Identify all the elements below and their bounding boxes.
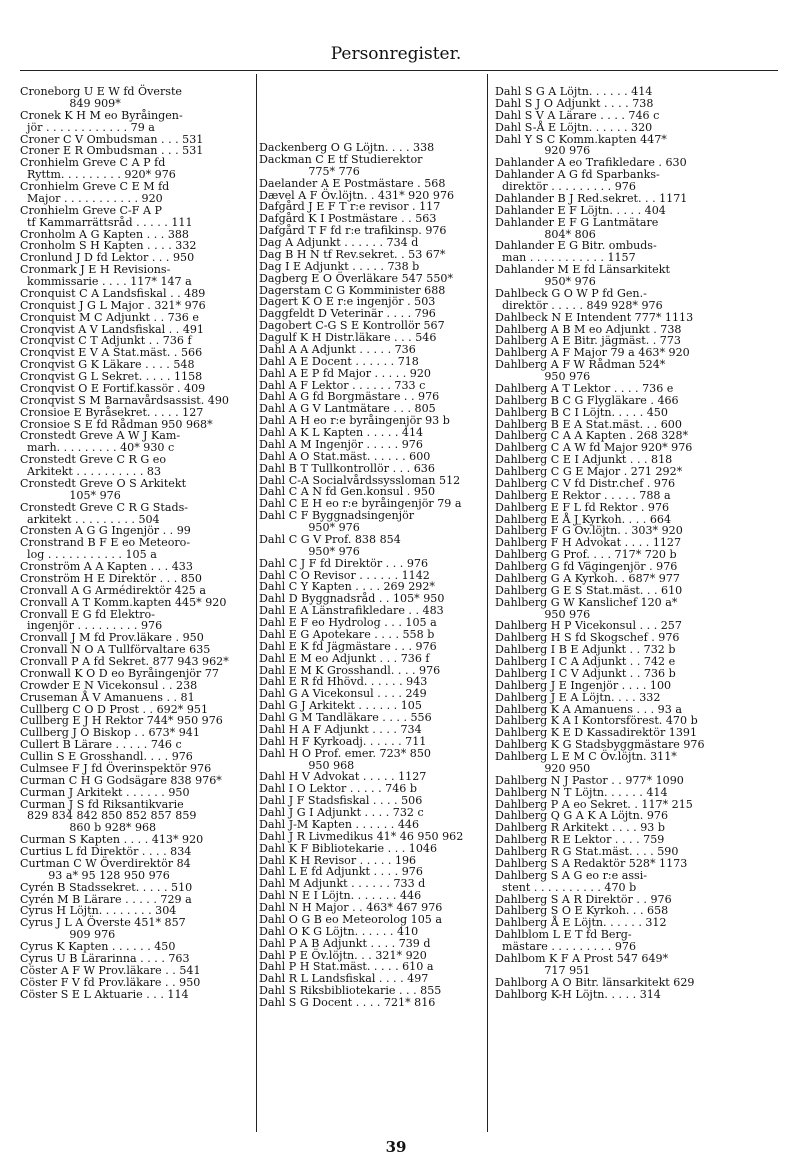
register-entry: Curtius L fd Direktör . . . . 834 <box>20 845 192 858</box>
register-entry: Dahl A O Stat.mäst. . . . . . 600 <box>259 449 431 463</box>
register-entry: Dahl E M K Grosshandl. . . . 976 <box>259 663 441 677</box>
register-entry: Cöster F V fd Prov.läkare . . 950 <box>20 975 201 989</box>
register-entry: Dahl E G Apotekare . . . . 558 b <box>259 627 435 641</box>
register-entry: Dahlberg F G Öv.löjtn. . 303* 920 <box>495 524 683 538</box>
register-entry: Dahl P H Stat.mäst. . . . . 610 a <box>259 960 434 974</box>
register-entry: Dahl J R Livmedikus 41* 46 950 962 <box>259 829 464 843</box>
register-entry: Daggfeldt D Veterinär . . . . 796 <box>259 307 436 321</box>
register-entry: Dahl S J O Adjunkt . . . . 738 <box>495 96 654 110</box>
register-entry: Cullert B Lärare . . . . . 746 c <box>20 738 182 752</box>
register-entry: 950* 976 <box>259 544 360 558</box>
register-column-3 <box>495 86 729 1000</box>
register-entry: Dahlberg C E I Adjunkt . . . 818 <box>495 453 673 467</box>
register-entry: Cruseman Å V Amanuens . . 81 <box>20 690 195 704</box>
register-entry: Dahlberg J E A Löjtn. . . . 332 <box>495 690 661 704</box>
register-entry: Dahl S Riksbibliotekarie . . . 855 <box>259 984 442 998</box>
register-entry: log . . . . . . . . . . . 105 a <box>20 548 157 562</box>
register-entry: Dag A Adjunkt . . . . . . 734 d <box>259 236 419 249</box>
register-entry: Dahlberg K G Stadsbyggmästare 976 <box>495 738 705 752</box>
register-entry: 950* 976 <box>259 521 360 534</box>
register-entry: Cronmark J E H Revisions- <box>20 263 171 277</box>
register-entry: Dahl C E H eo r:e byråingenjör 79 a <box>259 497 462 511</box>
register-entry: Dahlberg A E Bitr. jägmäst. . 773 <box>495 334 681 348</box>
register-entry: Dahlberg L E M C Öv.löjtn. 311* <box>495 750 677 763</box>
register-entry: Dahlbeck G O W P fd Gen.- <box>495 286 647 300</box>
register-entry: 950* 976 <box>495 275 596 288</box>
register-entry: Cöster S E L Aktuarie . . . 114 <box>20 987 189 1001</box>
register-entry: Cöster A F W Prov.läkare . . 541 <box>20 963 201 977</box>
header-rule <box>20 70 778 71</box>
register-entry: Dahlberg A F W Rådman 524* <box>495 358 666 372</box>
register-entry: Cronsioe E Byråsekret. . . . . 127 <box>20 405 204 419</box>
register-entry: Dahl A H eo r:e byråingenjör 93 b <box>259 414 450 428</box>
register-entry: Dahlborg K-H Löjtn. . . . . 314 <box>495 987 661 1001</box>
register-entry: Dahl C J F fd Direktör . . . 976 <box>259 556 429 570</box>
register-entry: Croner E R Ombudsman . . . 531 <box>20 144 204 158</box>
register-entry: 717 951 <box>495 963 591 977</box>
register-entry: tf Kammarrättsråd . . . . . 111 <box>20 215 193 229</box>
register-entry: Dahlberg F H Advokat . . . . 1127 <box>495 536 682 550</box>
register-entry: Dahl K F Bibliotekarie . . . 1046 <box>259 841 438 855</box>
register-entry: Cronstedt Greve C R G Stads- <box>20 500 189 514</box>
register-entry: Cronholm S H Kapten . . . . 332 <box>20 239 197 253</box>
register-entry: Dahlberg S O E Kyrkoh. . . 658 <box>495 904 669 918</box>
register-entry: Dahl E F eo Hydrolog . . . 105 a <box>259 616 437 629</box>
register-entry: Cronvall A T Komm.kapten 445* 920 <box>20 595 227 609</box>
register-entry: Dahlberg Q G A K A Löjtn. 976 <box>495 809 669 823</box>
register-entry: Dahl C O Revisor . . . . . . 1142 <box>259 568 430 582</box>
register-entry: ingenjör . . . . . . . . . 976 <box>20 619 163 633</box>
register-entry: Dahlberg A F Major 79 a 463* 920 <box>495 346 690 360</box>
register-entry: Cronwall K O D eo Byråingenjör 77 <box>20 666 219 680</box>
register-entry: Dahlberg R G Stat.mäst. . . . 590 <box>495 845 679 858</box>
register-entry: Dahl E M eo Adjunkt . . . 736 f <box>259 651 430 665</box>
register-entry: Dahlberg R Arkitekt . . . . 93 b <box>495 821 665 835</box>
register-entry: Dahl E K fd Jägmästare . . . 976 <box>259 639 437 653</box>
register-entry: Daelander A E Postmästare . 568 <box>259 176 446 190</box>
register-entry: 920 976 <box>495 144 591 158</box>
register-entry: Dahlberg N T Löjtn. . . . . . 414 <box>495 785 668 799</box>
register-entry: Dahlberg S A Redaktör 528* 1173 <box>495 856 688 870</box>
register-entry: Dahl A G V Lantmätare . . . 805 <box>259 402 436 416</box>
register-entry: Dahl A A Adjunkt . . . . . 736 <box>259 342 416 356</box>
register-entry: Curman C H G Godsägare 838 976* <box>20 773 222 787</box>
register-entry: Cronsioe S E fd Rådman 950 968* <box>20 417 213 431</box>
register-entry: Dahl D Byggnadsråd . . 105* 950 <box>259 592 445 606</box>
register-entry: Dafgård T F fd r:e trafikinsp. 976 <box>259 224 447 238</box>
register-entry: Dahlberg N J Pastor . . 977* 1090 <box>495 773 684 787</box>
register-entry: Dahl S G Docent . . . . 721* 816 <box>259 996 436 1009</box>
register-entry: 849 909* <box>20 96 121 110</box>
register-entry: Cronstrand B F E eo Meteoro- <box>20 536 191 550</box>
register-entry: Culmsee F J fd Överinspektör 976 <box>20 761 212 775</box>
register-entry: Croner C V Ombudsman . . . 531 <box>20 132 204 146</box>
register-entry: Dahl A E P fd Major . . . . . 920 <box>259 366 431 380</box>
register-entry: Dahlberg S A G eo r:e assi- <box>495 868 648 882</box>
register-entry: Cronqvist G K Läkare . . . . 548 <box>20 358 195 372</box>
register-entry: Cronvall E G fd Elektro- <box>20 607 155 621</box>
register-entry: Dahlberg A B M eo Adjunkt . 738 <box>495 322 682 336</box>
register-entry: Dahlberg C V fd Distr.chef . 976 <box>495 476 676 490</box>
register-entry: 920 950 <box>495 761 591 775</box>
register-entry: 950 976 <box>495 370 591 383</box>
register-entry: Dahl S V A Lärare . . . . 746 c <box>495 108 660 122</box>
register-entry: Dahlberg H P Vicekonsul . . . 257 <box>495 619 682 633</box>
register-entry: Cyrus U B Lärarinna . . . . 763 <box>20 951 190 965</box>
register-entry: Dahlberg C G E Major . 271 292* <box>495 465 683 478</box>
register-entry: Cyrus K Kapten . . . . . . 450 <box>20 940 176 953</box>
register-entry: kommissarie . . . . 117* 147 a <box>20 275 192 288</box>
register-entry: Cronqvist G L Sekret. . . . . 1158 <box>20 370 203 383</box>
register-entry: Cronqvist E V A Stat.mäst. . 566 <box>20 346 203 360</box>
register-entry: Dackenberg O G Löjtn. . . . 338 <box>259 141 435 154</box>
register-entry: man . . . . . . . . . . . 1157 <box>495 251 636 265</box>
register-entry: Cronstedt Greve C R G eo <box>20 453 167 467</box>
register-entry: Ryttm. . . . . . . . . 920* 976 <box>20 168 176 182</box>
register-entry: Cronlund J D fd Lektor . . . 950 <box>20 251 195 265</box>
register-entry: Cronek K H M eo Byråingen- <box>20 108 183 122</box>
register-entry: stent . . . . . . . . . . 470 b <box>495 880 637 894</box>
register-entry: Cronholm A G Kapten . . . 388 <box>20 227 189 241</box>
register-entry: Dahl C G V Prof. 838 854 <box>259 532 401 546</box>
register-entry: Dahlberg P A eo Sekret. . 117* 215 <box>495 797 693 811</box>
register-entry: Cronqvist S M Barnavårdsassist. 490 <box>20 393 229 407</box>
register-entry: Dahl Y S C Komm.kapten 447* <box>495 132 667 146</box>
register-entry: Dahl H V Advokat . . . . . 1127 <box>259 770 427 784</box>
register-entry: Dahlberg Å E Löjtn. . . . . . 312 <box>495 916 667 930</box>
register-entry: Arkitekt . . . . . . . . . . 83 <box>20 465 162 478</box>
register-entry: Cronström H E Direktör . . . 850 <box>20 571 202 585</box>
register-entry: Cullberg C O D Prost . . 692* 951 <box>20 702 209 716</box>
register-entry: Cronhielm Greve C-F A P <box>20 203 163 217</box>
register-entry: Dahlander M E fd Länsarkitekt <box>495 263 670 277</box>
register-entry: Dahl C F Byggnadsingenjör <box>259 509 415 523</box>
register-entry: Dahl H O Prof. emer. 723* 850 <box>259 746 431 760</box>
register-entry: Dahlbeck N E Intendent 777* 1113 <box>495 310 694 324</box>
register-entry: Major . . . . . . . . . . . 920 <box>20 191 163 205</box>
register-entry: Dahl A F Lektor . . . . . . 733 c <box>259 378 426 392</box>
register-entry: mästare . . . . . . . . . 976 <box>495 940 636 953</box>
register-entry: Dahlberg K A Amanuens . . . 93 a <box>495 702 682 716</box>
register-column-1 <box>20 86 254 1000</box>
register-entry: Dag I E Adjunkt . . . . . 738 b <box>259 259 420 273</box>
register-entry: Dahl H F Kyrkoadj. . . . . . 711 <box>259 734 427 748</box>
register-entry: Dahlander E F Löjtn. . . . . 404 <box>495 203 666 217</box>
register-entry: Dahl B T Tullkontrollör . . . 636 <box>259 461 435 475</box>
register-entry: Dahl M Adjunkt . . . . . . 733 d <box>259 877 426 891</box>
register-entry: 775* 776 <box>259 164 360 178</box>
register-entry: Dahlander E G Bitr. ombuds- <box>495 239 657 253</box>
page-number: 39 <box>385 1138 407 1156</box>
register-entry: Dahlberg G A Kyrkoh. . 687* 977 <box>495 571 680 585</box>
register-entry: Dahlberg A T Lektor . . . . 736 e <box>495 381 674 395</box>
register-entry: Dahlberg S A R Direktör . . 976 <box>495 892 672 906</box>
register-entry: Dahlberg C A A Kapten . 268 328* <box>495 429 689 443</box>
register-entry: Cronqvist O E Fortif.kassör . 409 <box>20 381 206 395</box>
register-entry: Cronsten A G G Ingenjör . . 99 <box>20 524 191 538</box>
register-entry: Cyrén B Stadssekret. . . . . 510 <box>20 880 193 894</box>
register-entry: Dahlblom L E T fd Berg- <box>495 928 632 942</box>
register-entry: 950 968 <box>259 758 355 772</box>
register-entry: Dahl C-A Socialvårdssyssloman 512 <box>259 473 461 487</box>
register-entry: Dahlberg B E A Stat.mäst. . . 600 <box>495 417 682 431</box>
register-entry: Dahl A G fd Borgmästare . . 976 <box>259 390 440 404</box>
register-entry: Curtman C W Överdirektör 84 <box>20 856 191 870</box>
column-divider-1 <box>256 74 257 1132</box>
register-entry: Dahlander B J Red.sekret. . . 1171 <box>495 191 688 205</box>
register-entry: Dahl S-Å E Löjtn. . . . . . 320 <box>495 120 653 134</box>
register-entry: Dævel A F Öv.löjtn. . 431* 920 976 <box>259 188 455 202</box>
register-entry: Dahlander A eo Trafikledare . 630 <box>495 156 687 170</box>
register-entry: Dahl R L Landsfiskal . . . . 497 <box>259 972 429 986</box>
register-entry: Dahl A K L Kapten . . . . . 414 <box>259 426 424 439</box>
register-entry: Dahlberg E Å J Kyrkoh. . . . 664 <box>495 512 672 526</box>
register-entry: Cronvall N O A Tullförvaltare 635 <box>20 643 211 657</box>
register-entry: Dahlberg H S fd Skogschef . 976 <box>495 631 680 645</box>
register-entry: marh. . . . . . . . . 40* 930 c <box>20 441 175 455</box>
register-entry: Dahl J G I Adjunkt . . . . 732 c <box>259 806 424 819</box>
register-entry: Dahl A E Docent . . . . . . 718 <box>259 354 419 368</box>
register-entry: 950 976 <box>495 607 591 621</box>
register-entry: Dahlander E F G Lantmätare <box>495 215 659 229</box>
register-entry: Dahl L E fd Adjunkt . . . . 976 <box>259 865 423 879</box>
register-entry: jör . . . . . . . . . . . . 79 a <box>20 120 155 134</box>
register-entry: Dahl N H Major . . 463* 467 976 <box>259 901 443 914</box>
register-entry: Croneborg U E W fd Överste <box>20 85 183 98</box>
register-entry: Dahlberg G fd Vägingenjör . 976 <box>495 560 678 573</box>
register-entry: Dafgård J E F T r:e revisor . 117 <box>259 200 441 214</box>
register-entry: Cyrén M B Lärare . . . . . 729 a <box>20 892 192 906</box>
register-entry: Dahl O G B eo Meteorolog 105 a <box>259 912 442 926</box>
register-entry: 860 b 928* 968 <box>20 821 157 835</box>
register-entry: Crowder E N Vicekonsul . . 238 <box>20 678 198 692</box>
register-entry: Dahl O K G Löjtn. . . . . . 410 <box>259 924 419 938</box>
register-entry: Dahlberg I C A Adjunkt . . 742 e <box>495 655 676 668</box>
register-entry: Dahlander A G fd Sparbanks- <box>495 168 660 182</box>
register-entry: Dahlberg R E Lektor . . . . 759 <box>495 833 665 847</box>
register-entry: Cullin S E Grosshandl. . . . 976 <box>20 750 193 763</box>
register-entry: Dahlberg G E S Stat.mäst. . . 610 <box>495 583 683 597</box>
register-entry: Cronvall A G Armédirektör 425 a <box>20 583 206 597</box>
register-entry: Cronvall P A fd Sekret. 877 943 962* <box>20 655 229 668</box>
register-entry: Dahl J-M Kapten . . . . . . 446 <box>259 817 419 831</box>
register-entry: Dahlberg B C G Flygläkare . 466 <box>495 393 679 407</box>
register-entry: Dahlborg A O Bitr. länsarkitekt 629 <box>495 975 695 989</box>
register-entry: Dahlberg C A W fd Major 920* 976 <box>495 441 693 455</box>
register-column-2 <box>259 142 493 1009</box>
register-entry: 909 976 <box>20 928 116 942</box>
register-entry: Cyrus H Löjtn. . . . . . . . 304 <box>20 904 177 918</box>
register-entry: Cronstedt Greve A W J Kam- <box>20 429 181 443</box>
register-entry: direktör . . . . . 849 928* 976 <box>495 298 663 312</box>
register-entry: 829 834 842 850 852 857 859 <box>20 809 197 823</box>
page-title: Personregister. <box>330 44 462 64</box>
register-entry: Cronqvist A V Landsfiskal . . 491 <box>20 322 204 336</box>
register-entry: Cronquist J G L Major . 321* 976 <box>20 298 206 312</box>
register-entry: Dafgård K I Postmästare . . 563 <box>259 212 437 226</box>
register-entry: Dahl P A B Adjunkt . . . . 739 d <box>259 936 431 950</box>
register-entry: Dahl P E Öv.löjtn. . . 321* 920 <box>259 948 427 962</box>
register-entry: Dahl J F Stadsfiskal . . . . 506 <box>259 794 423 808</box>
register-entry: Dagerstam C G Komminister 688 <box>259 283 446 297</box>
register-entry: Dagulf K H Distr.läkare . . . 546 <box>259 331 437 344</box>
register-entry: Dahlberg E Rektor . . . . . 788 a <box>495 488 671 502</box>
register-entry: Dahl G A Vicekonsul . . . . 249 <box>259 687 427 701</box>
register-entry: Curman S Kapten . . . . 413* 920 <box>20 833 204 847</box>
register-entry: Dahl I O Lektor . . . . . 746 b <box>259 782 417 796</box>
register-entry: Dahlberg K E D Kassadirektör 1391 <box>495 726 698 740</box>
register-entry: Cronqvist C T Adjunkt . . 736 f <box>20 334 192 348</box>
register-entry: Dagert K O E r:e ingenjör . 503 <box>259 295 436 309</box>
register-entry: Dahl H A F Adjunkt . . . . 734 <box>259 722 422 736</box>
register-entry: Dahlbom K F A Prost 547 649* <box>495 951 669 965</box>
register-entry: Cullberg J O Biskop . . 673* 941 <box>20 726 200 740</box>
register-entry: Dahlberg E F L fd Rektor . 976 <box>495 500 670 514</box>
register-entry: Curman J Arkitekt . . . . . . 950 <box>20 785 190 799</box>
register-entry: Dahl E A Länstrafikledare . . 483 <box>259 604 444 618</box>
register-entry: direktör . . . . . . . . . 976 <box>495 180 636 193</box>
register-entry: Dackman C E tf Studierektor <box>259 152 423 166</box>
register-entry: Dag B H N tf Rev.sekret. . 53 67* <box>259 247 446 261</box>
register-entry: Cronvall J M fd Prov.läkare . 950 <box>20 631 204 645</box>
register-entry: Cronhielm Greve C E M fd <box>20 180 170 193</box>
register-entry: Dahlberg K A I Kontorsförest. 470 b <box>495 714 698 728</box>
register-entry: Dahlberg G W Kanslichef 120 a* <box>495 595 678 609</box>
register-entry: Cullberg E J H Rektor 744* 950 976 <box>20 714 223 728</box>
register-entry: Dahl G J Arkitekt . . . . . . 105 <box>259 699 422 713</box>
register-entry: Dahl C Y Kapten . . . . 269 292* <box>259 580 435 594</box>
register-entry: Dahl A M Ingenjör . . . . . 976 <box>259 437 423 451</box>
register-entry: Dahlberg G Prof. . . . 717* 720 b <box>495 548 677 562</box>
register-entry: Dahlberg J E Ingenjör . . . . 100 <box>495 678 672 692</box>
register-entry: 93 a* 95 128 950 976 <box>20 868 170 882</box>
register-entry: Dagobert C-G S E Kontrollör 567 <box>259 319 445 333</box>
register-entry: Cronquist M C Adjunkt . . 736 e <box>20 310 199 324</box>
register-entry: Dahl G M Tandläkare . . . . 556 <box>259 711 432 724</box>
register-entry: Dahlberg I B E Adjunkt . . 732 b <box>495 643 676 657</box>
register-entry: arkitekt . . . . . . . . . 504 <box>20 512 160 526</box>
register-entry: Dahl K H Revisor . . . . . 196 <box>259 853 417 867</box>
register-entry: 804* 806 <box>495 227 596 241</box>
register-entry: Cronstedt Greve O S Arkitekt <box>20 476 187 490</box>
register-entry: Cronhielm Greve C A P fd <box>20 156 166 170</box>
register-entry: Dahlberg I C V Adjunkt . . 736 b <box>495 666 676 680</box>
register-entry: Dahlberg B C I Löjtn. . . . . 450 <box>495 405 668 419</box>
register-entry: Dahl S G A Löjtn. . . . . . 414 <box>495 85 653 98</box>
register-entry: Dagberg E O Överläkare 547 550* <box>259 271 453 285</box>
register-entry: Dahl E R fd Hhövd. . . . . . 943 <box>259 675 428 689</box>
register-entry: Dahl C A N fd Gen.konsul . 950 <box>259 485 436 499</box>
register-entry: Cronström A A Kapten . . . 433 <box>20 560 193 573</box>
register-entry: Cyrus J L A Överste 451* 857 <box>20 916 186 930</box>
register-entry: Curman J S fd Riksantikvarie <box>20 797 184 811</box>
register-entry: 105* 976 <box>20 488 121 502</box>
register-entry: Cronquist C A Landsfiskal . . 489 <box>20 286 206 300</box>
register-entry: Dahl N E I Löjtn. . . . . . . 446 <box>259 889 422 903</box>
